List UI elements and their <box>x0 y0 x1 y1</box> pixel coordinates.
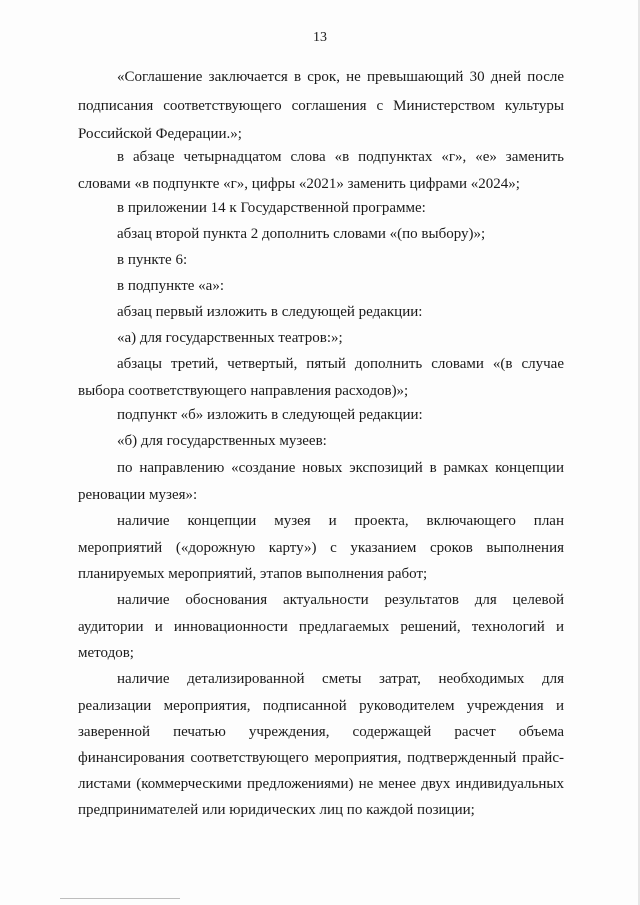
text-line: планируемых мероприятий, этапов выполнения работ; <box>78 566 428 582</box>
page-number: 13 <box>313 30 327 45</box>
text-line: словами «в подпункте «г», цифры «2021» заменить цифрами «2024»; <box>78 176 520 192</box>
text-line: абзац второй пункта 2 дополнить словами «(по выбору)»; <box>117 226 486 242</box>
text-line: «а) для государственных театров:»; <box>117 330 343 346</box>
text-line: мероприятий («дорожную карту») с указанием сроков выполнения <box>78 540 564 556</box>
text-line: «б) для государственных музеев: <box>117 433 327 449</box>
text-line: по направлению «создание новых экспозиций в рамках концепции <box>117 460 564 476</box>
text-line: аудитории и инновационности предлагаемых решений, технологий и <box>78 619 564 635</box>
text-line: в абзаце четырнадцатом слова «в подпунктах «г», «е» заменить <box>117 149 564 165</box>
text-line: в пункте 6: <box>117 252 188 268</box>
text-line: методов; <box>78 645 134 661</box>
text-line: финансирования соответствующего мероприятия, подтвержденный прайс- <box>78 750 564 766</box>
text-line: заверенной печатью учреждения, содержащей расчет объема <box>78 724 564 740</box>
text-line: наличие концепции музея и проекта, включающего план <box>117 513 564 529</box>
text-line: в приложении 14 к Государственной программе: <box>117 200 426 216</box>
text-line: выбора соответствующего направления расходов)»; <box>78 383 409 399</box>
text-line: наличие обоснования актуальности результатов для целевой <box>117 592 564 608</box>
text-line: предпринимателей или юридических лиц по каждой позиции; <box>78 802 475 818</box>
text-line: подпункт «б» изложить в следующей редакции: <box>117 407 423 423</box>
text-line: в подпункте «а»: <box>117 278 224 294</box>
text-line: «Соглашение заключается в срок, не превышающий 30 дней после <box>117 69 564 85</box>
text-line: абзацы третий, четвертый, пятый дополнить словами «(в случае <box>117 356 564 372</box>
text-line: абзац первый изложить в следующей редакции: <box>117 304 423 320</box>
text-line: наличие детализированной сметы затрат, необходимых для <box>117 671 564 687</box>
text-line: реализации мероприятия, подписанной руководителем учреждения и <box>78 698 564 714</box>
text-line: листами (коммерческими предложениями) не менее двух индивидуальных <box>78 776 564 792</box>
text-line: подписания соответствующего соглашения с Министерством культуры <box>78 98 564 114</box>
text-line: реновации музея»: <box>78 487 198 503</box>
text-line: Российской Федерации.»; <box>78 126 242 142</box>
scan-artifact-line <box>60 898 180 899</box>
